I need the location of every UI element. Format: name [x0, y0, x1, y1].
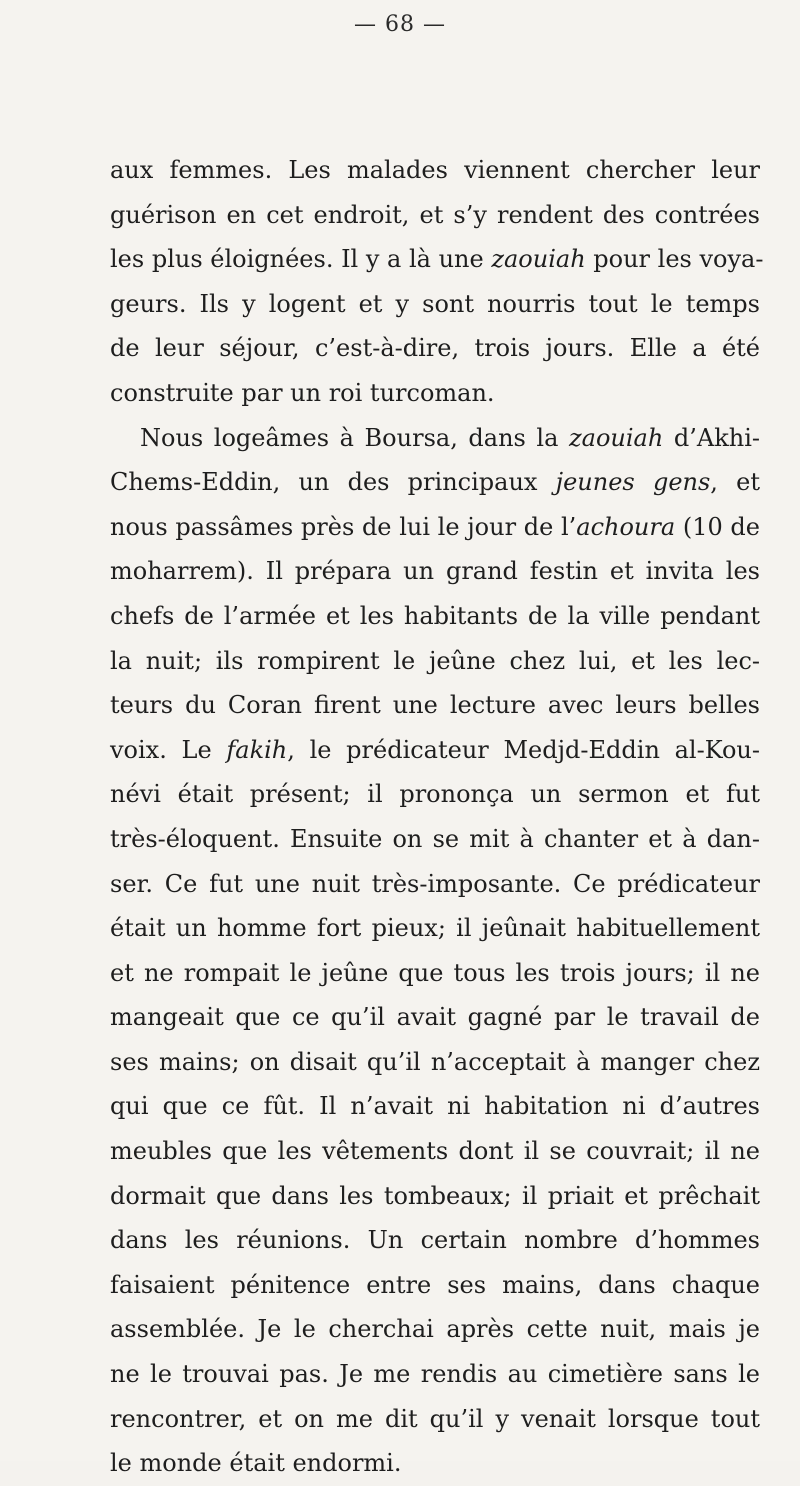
text-run: très-éloquent. Ensuite on se mit à chanter et à dan-: [110, 824, 760, 853]
text-run: pour les voya-: [585, 245, 764, 274]
text-run: d’Akhi-: [663, 423, 761, 452]
text-line: [110, 772, 760, 817]
text-line: [110, 1218, 760, 1263]
text-line: [110, 1084, 760, 1129]
italic-term: fakih: [226, 735, 288, 764]
italic-term: zaouiah: [569, 423, 664, 452]
text-run: le monde était endormi.: [110, 1449, 402, 1478]
text-line: [110, 326, 760, 371]
text-line: [110, 148, 760, 193]
text-run: (10 de: [675, 512, 760, 541]
text-run: et ne rompait le jeûne que tous les trois jours; il ne: [110, 958, 760, 987]
text-run: geurs. Ils y logent et y sont nourris tout le temps: [110, 289, 760, 318]
text-line: [110, 1174, 760, 1219]
text-run: construite par un roi turcoman.: [110, 378, 495, 407]
text-line: [110, 460, 760, 505]
italic-term: jeunes gens: [555, 468, 711, 497]
text-run: nous passâmes près de lui le jour de l’: [110, 512, 577, 541]
italic-term: zaouiah: [491, 245, 586, 274]
text-run: dans les réunions. Un certain nombre d’hommes: [110, 1226, 760, 1255]
text-run: faisaient pénitence entre ses mains, dans chaque: [110, 1270, 760, 1299]
text-run: chefs de l’armée et les habitants de la ville pendant: [110, 601, 760, 630]
text-run: meubles que les vêtements dont il se couvrait; il ne: [110, 1137, 760, 1166]
text-line: [110, 683, 760, 728]
text-line: [110, 906, 760, 951]
text-run: les plus éloignées. Il y a là une: [110, 245, 492, 274]
text-run: teurs du Coran firent une lecture avec leurs belles: [110, 691, 760, 720]
text-run: voix. Le: [110, 735, 227, 764]
page-number: — 68 —: [354, 12, 446, 37]
text-run: ser. Ce fut une nuit très-imposante. Ce prédicateur: [110, 869, 760, 898]
text-run: qui que ce fût. Il n’avait ni habitation ni d’autres: [110, 1092, 760, 1121]
text-run: , le prédicateur Medjd-Eddin al-Kou-: [287, 735, 760, 764]
text-run: était un homme fort pieux; il jeûnait habituellement: [110, 914, 760, 943]
text-line: [110, 371, 760, 416]
text-line: [110, 639, 760, 684]
text-line: [110, 951, 760, 996]
text-run: guérison en cet endroit, et s’y rendent des contrées: [110, 200, 760, 229]
text-line: [110, 995, 760, 1040]
text-line: [110, 1397, 760, 1442]
text-line: [110, 728, 760, 773]
text-run: aux femmes. Les malades viennent chercher leur: [110, 156, 760, 184]
text-run: mangeait que ce qu’il avait gagné par le travail de: [110, 1003, 760, 1032]
text-line: [110, 193, 760, 238]
text-line: [110, 505, 760, 550]
text-run: Chems-Eddin, un des principaux: [110, 468, 556, 497]
text-line: [110, 549, 760, 594]
text-run: moharrem). Il prépara un grand festin et invita les: [110, 557, 760, 586]
body-text: [110, 148, 764, 1486]
text-line: [110, 1441, 760, 1486]
text-line: [110, 594, 760, 639]
text-line: [110, 416, 760, 461]
text-run: Nous logeâmes à Boursa, dans la: [140, 423, 569, 452]
text-run: assemblée. Je le cherchai après cette nuit, mais je: [110, 1315, 760, 1344]
text-line: [110, 1040, 760, 1085]
text-run: la nuit; ils rompirent le jeûne chez lui, et les lec-: [110, 646, 760, 675]
text-line: [110, 1307, 760, 1352]
italic-term: achoura: [576, 512, 676, 541]
text-run: névi était présent; il prononça un sermon et fut: [110, 780, 760, 809]
text-line: [110, 1352, 760, 1397]
text-line: [110, 862, 760, 907]
text-line: [110, 282, 760, 327]
text-run: ne le trouvai pas. Je me rendis au cimetière sans le: [110, 1360, 760, 1389]
text-run: ses mains; on disait qu’il n’acceptait à manger chez: [110, 1047, 760, 1076]
text-run: dormait que dans les tombeaux; il priait et prêchait: [110, 1181, 760, 1210]
text-line: [110, 1129, 760, 1174]
text-line: [110, 1263, 760, 1308]
text-run: , et: [710, 468, 760, 497]
text-run: de leur séjour, c’est-à-dire, trois jours. Elle a été: [110, 334, 760, 363]
text-run: rencontrer, et on me dit qu’il y venait lorsque tout: [110, 1404, 760, 1433]
text-line: [110, 237, 764, 282]
text-line: [110, 817, 760, 862]
